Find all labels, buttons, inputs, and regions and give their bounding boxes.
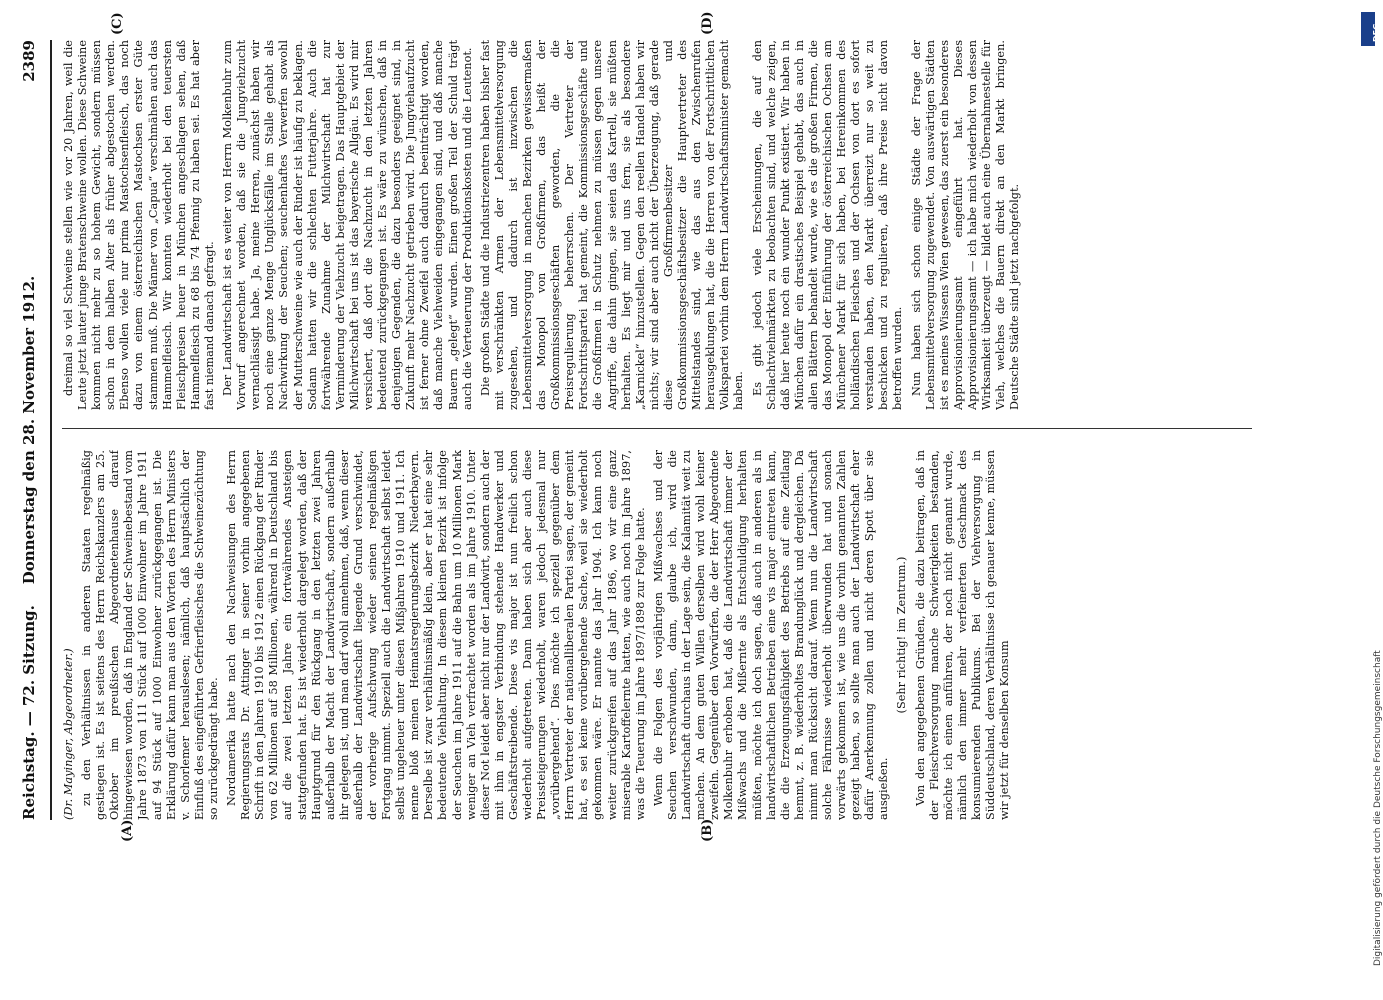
- paragraph: Der Landwirtschaft ist es weiter von Herrn Molkenbuhr zum Vorwurf angerechnet worden, daß sie die Jungviehzucht vernachlässigt habe. Ja, meine Herren, zunächst haben wir noch eine ganze Menge Unglücksfälle im Stalle gehabt als Nachwirkung der Seuchen; seuchenhaftes Verwerfen sowohl der Mutterschweine wie auch der Rinder ist häufig zu beklagen. Sodann hatten wir die schlechten Futterjahre. Auch die fortwährende Zunahme der Milchwirtschaft hat zur Verminderung der Viehzucht beigetragen. Das Hauptgebiet der Milchwirtschaft bei uns ist das bayerische Allgäu. Es wird mir versichert, daß dort die Nachzucht in den letzten Jahren bedeutend zurückgegangen ist. Es wäre zu wünschen, daß in denjenigen Gegenden, die dazu besonders geeignet sind, in Zukunft mehr Nachzucht getrieben wird. Die Jungviehaufzucht ist ferner ohne Zweifel auch dadurch beeinträchtigt worden, daß manche Viehweiden eingegangen sind, und daß manche Bauern „gelegt“ wurden. Einen großen Teil der Schuld trägt auch die Verteuerung der Produktionskosten und die Leutenot.: [221, 40, 474, 410]
- page-number: 2389: [20, 40, 38, 82]
- header-session: Reichstag. — 72. Sitzung.: [20, 605, 38, 820]
- right-column: [62, 40, 1252, 410]
- digitization-credit: [1359, 6, 1383, 996]
- header-rule: [50, 40, 52, 820]
- dfg-logo: [1361, 12, 1381, 46]
- header-date: Donnerstag den 28. November 1912.: [20, 275, 38, 585]
- paragraph: dreimal so viel Schweine stellen wie vor 20 Jahren, weil die Leute jetzt lauter junge Bratenschweine wollen. Diese Schweine kommen nicht mehr zu so hohem Gewicht, sondern müssen schon in dem halben Alter als früher abgestochen werden. Ebenso wollen viele nur prima Mastochsenfleisch, das noch dazu von einem österreichischen Mastochsen erster Güte stammen muß. Die Männer von „Capua“ verschmähen auch das Hammelfleisch. Wir konnten wiederholt bei den teuersten Fleischpreisen heuer in München angeschlagen sehen, daß Hammelfleisch zu 68 bis 74 Pfennig zu haben sei. Es hat aber fast niemand danach gefragt.: [62, 40, 216, 410]
- speaker-line: (Dr. Mayinger, Abgeordneter.): [62, 648, 75, 820]
- credit-text: Digitalisierung gefördert durch die Deutsche Forschungsgemeinschaft: [1373, 650, 1383, 966]
- paragraph: Die großen Städte und die Industriezentren haben bisher fast mit verschränkten Armen der Lebensmittelversorgung zugesehen, und dadurch ist inzwischen die Lebensmittelversorgung in manchen Bezirken gewissermaßen das Monopol von Großfirmen, das heißt der Großkommissionsgeschäften geworden, die die Preisregulierung beherrschen. Der Vertreter der Fortschrittspartei hat gemeint, die Kommissionsgeschäfte und die Großfirmen in Schutz nehmen zu müssen gegen unsere Angriffe, die dahin gingen, sie seien das Kartell, sie müßten herhalten. Es liegt mir und uns fern, sie als besondere „Karnickel“ hinzustellen. Gegen den reellen Handel haben wir nichts; wir sind aber auch nicht der Überzeugung, daß gerade diese Großfirmenbesitzer und Großkommissionsgeschäftsbesitzer die Hauptvertreter des Mittelstandes sind, wie das aus den Zwischenrufen herausgeklungen hat, die die Herren von der Fortschrittlichen Volkspartei vorhin dem Herrn Landwirtschaftsminister gemacht haben.: [478, 40, 746, 410]
- paragraph: Es gibt jedoch viele Erscheinungen, die auf den Schlachtviehmärkten zu beobachten sind, und welche zeigen, daß hier heute noch ein wunder Punkt existiert. Wir haben in München dafür ein drastisches Beispiel gehabt, das auch in allen Blättern behandelt wurde, wie es die großen Firmen, die das Monopol der Einführung der österreichischen Ochsen am Münchener Markt für sich haben, bei Hereinkommen des holländischen Fleisches und der Ochsen von dort es sofort verstanden haben, den Markt überreizt nur so weit zu beschicken und zu regulieren, daß ihre Preise nicht davon betroffen wurden.: [750, 40, 905, 410]
- dfg-logo-text: DFG: [1372, 23, 1381, 42]
- paragraph: Von den angegebenen Gründen, die dazu beitragen, daß in der Fleischversorgung manche Schwierigkeiten bestanden, möchte ich einen anführen, der noch nicht genannt wurde, nämlich den immer mehr verfeinerten Geschmack des konsumierenden Publikums. Bei der Viehversorgung in Süddeutschland, deren Verhältnisse ich genauer kenne, müssen wir jetzt für denselben Konsum: [913, 450, 1012, 820]
- left-column: [62, 450, 1252, 820]
- margin-mark-b: (B): [700, 818, 715, 842]
- interjection: (Sehr richtig! im Zentrum.): [895, 556, 909, 714]
- margin-mark-d: (D): [700, 11, 715, 35]
- paragraph: zu den Verhältnissen in anderen Staaten regelmäßig gestiegen ist. Es ist seitens des Herrn Reichskanzlers am 25. Oktober im preußischen Abgeordnetenhause darauf hingewiesen worden, daß in England der Schweinebestand vom Jahre 1873 von 111 Stück auf 1000 Einwohner im Jahre 1911 auf 94 Stück auf 1000 Einwohner zurückgegangen ist. Die Erklärung dafür kann man aus den Worten des Herrn Ministers v. Schorlemer herauslesen; nämlich, daß hauptsächlich der Einfluß des eingeführten Gefrierfleisches die Schweinezüchtung so zurückgedrängt habe.: [80, 450, 220, 820]
- paragraph: Nordamerika hatte nach den Nachweisungen des Herrn Regierungsrats Dr. Attinger in seiner vorhin angegebenen Schrift in den Jahren 1910 bis 1912 einen Rückgang der Rinder von 62 Millionen auf 58 Millionen, während in Deutschland bis auf die zwei letzten Jahre ein fortwährendes Ansteigen stattgefunden hat. Es ist wiederholt dargelegt worden, daß der Hauptgrund für den Rückgang in den letzten zwei Jahren außerhalb der Macht der Landwirtschaft, sondern außerhalb ihr gelegen ist, und man darf wohl annehmen, daß, wenn dieser außerhalb der Landwirtschaft liegende Grund verschwindet, der vorherige Aufschwung wieder seinen regelmäßigen Fortgang nimmt. Speziell auch die Landwirtschaft selbst leidet selbst ungeheuer unter diesen Mißjahren 1910 und 1911. Ich nenne bloß meinen Heimatsregierungsbezirk Niederbayern. Derselbe ist zwar verhältnismäßig klein, aber er hat eine sehr bedeutende Viehhaltung. In diesem kleinen Bezirk ist infolge der Seuchen im Jahre 1911 auf die Bahn um 10 Millionen Mark weniger an Vieh verfrachtet worden als im Jahre 1910. Unter dieser Not leidet aber nicht nur der Landwirt, sondern auch der mit ihm in engster Verbindung stehende Handwerker und Geschäftstreibende. Diese vis major ist nun freilich schon wiederholt aufgetreten. Dann haben sich aber auch diese Preissteigerungen wiederholt, waren jedoch jedesmal nur „vorübergehend“. Dies möchte ich speziell gegenüber dem Herrn Vertreter der nationalliberalen Partei sagen, der gemeint hat, es sei keine vorübergehende Sache, weil sie wiederholt gekommen wäre. Er nannte das Jahr 1904. Ich kann noch weiter zurückgreifen auf das Jahr 1896, wo wir eine ganz miserable Kartoffelernte hatten, wie auch noch im Jahre 1897, was die Teuerung im Jahre 1897/1898 zur Folge hatte.: [225, 450, 647, 820]
- paragraph: Nun haben sich schon einige Städte der Frage der Lebensmittelversorgung zugewendet. Von auswärtigen Städten ist es meines Wissens Wien gewesen, das zuerst ein besonderes Approvisionierungsamt eingeführt hat. Dieses Approvisionierungsamt — ich habe mich wiederholt von dessen Wirksamkeit überzeugt — bildet auch eine Übernahmestelle für Vieh, welches die Bauern direkt an den Markt bringen. Deutsche Städte sind jetzt nachgefolgt.: [909, 40, 1022, 410]
- column-divider: [62, 428, 1252, 429]
- margin-mark-a: (A): [120, 819, 135, 842]
- margin-mark-c: (C): [110, 12, 125, 35]
- running-header: [12, 40, 52, 820]
- paragraph: Wenn die Folgen des vorjährigen Mißwachses und der Seuchen verschwunden, dann, glaube ich, wird die Landwirtschaft durchaus in der Lage sein, die Kalamität weit zu machen. An dem guten Willen derselben wird wohl keiner zweifeln. Gegenüber den Vorwürfen, die der Herr Abgeordnete Molkenbuhr erhoben hat, daß die Landwirtschaft immer der Mißwachs und die Mißernte als Entschuldigung herhalten müßten, möchte ich doch sagen, daß auch in anderen als in landwirtschaftlichen Betrieben eine vis major eintreten kann, die die Erzeugungsfähigkeit des Betriebs auf eine Zeitlang hemmt, z. B. wiederholtes Brandunglück und dergleichen. Da nimmt man Rücksicht darauf. Wenn nun die Landwirtschaft solche Fährnisse wiederholt überwunden hat und sonach vorwärts gekommen ist, wie uns die vorhin genannten Zahlen gezeigt haben, so sollte man auch der Landwirtschaft eher dafür Anerkennung zollen und nicht deren Spott über sie ausgießen.: [651, 450, 891, 820]
